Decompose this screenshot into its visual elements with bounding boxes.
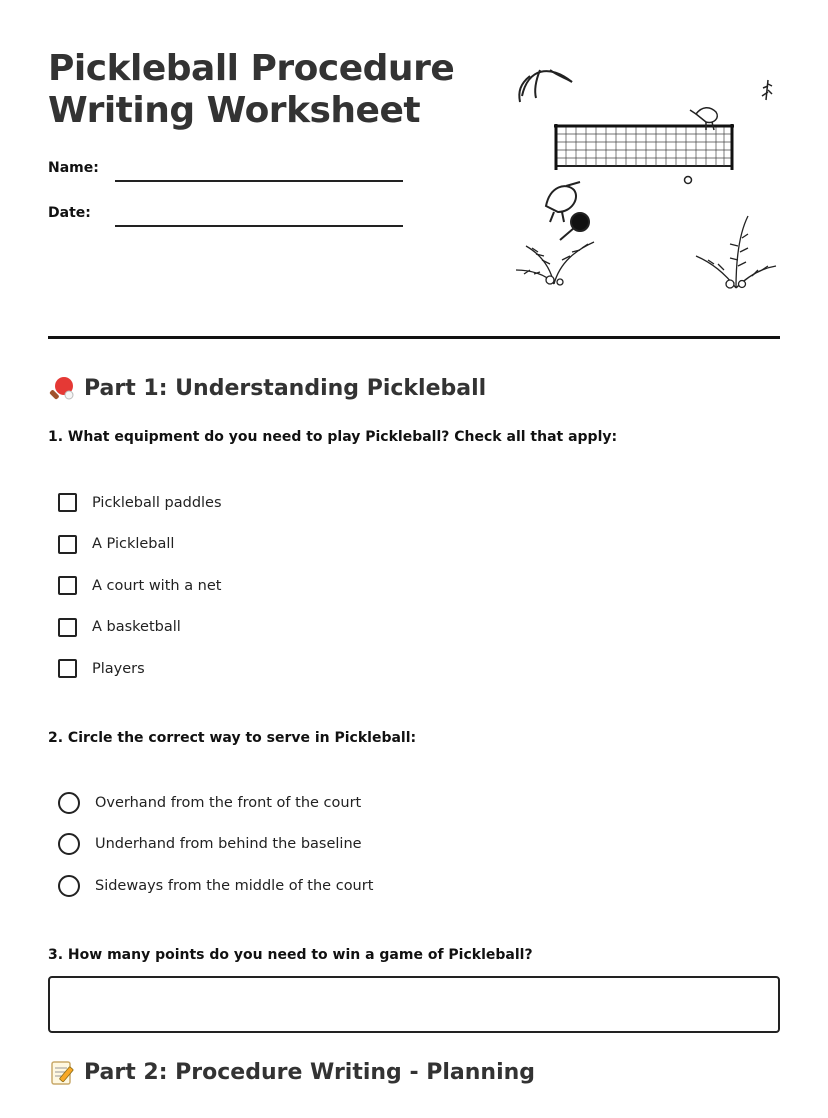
option-label: A basketball	[92, 619, 181, 636]
checkbox-option[interactable]	[58, 524, 222, 566]
flying-bird-icon	[519, 70, 572, 102]
option-label: A court with a net	[92, 577, 222, 594]
checkbox[interactable]	[58, 576, 77, 595]
question-1: 1. What equipment do you need to play Pickleball? Check all that apply:	[48, 429, 618, 445]
checkbox[interactable]	[58, 493, 77, 512]
checkbox-option[interactable]	[58, 607, 222, 649]
radio-circle[interactable]	[58, 875, 80, 897]
ping-pong-paddle-icon	[48, 374, 76, 402]
question-2: 2. Circle the correct way to serve in Pickleball:	[48, 730, 417, 746]
checkbox[interactable]	[58, 618, 77, 637]
radio-circle[interactable]	[58, 792, 80, 814]
date-label: Date:	[48, 205, 91, 221]
header-divider	[48, 336, 780, 339]
date-line[interactable]	[115, 225, 403, 227]
worksheet-header	[48, 48, 778, 328]
radio-circle[interactable]	[58, 833, 80, 855]
right-fern-icon	[696, 216, 776, 288]
radio-option[interactable]	[58, 865, 373, 907]
checkbox-option[interactable]	[58, 648, 222, 690]
name-field[interactable]	[48, 160, 403, 176]
net-icon	[554, 124, 734, 170]
title-line-2: Writing Worksheet	[48, 90, 421, 131]
part1-heading-text: Part 1: Understanding Pickleball	[84, 375, 487, 401]
radio-option[interactable]	[58, 782, 373, 824]
worksheet-title	[48, 48, 468, 132]
part2-heading-text: Part 2: Procedure Writing - Planning	[84, 1059, 536, 1085]
title-line-1: Pickleball Procedure	[48, 48, 455, 89]
checkbox[interactable]	[58, 535, 77, 554]
part1-heading	[48, 374, 486, 402]
pickleball-court-illustration	[510, 56, 780, 320]
checkbox-option[interactable]	[58, 565, 222, 607]
memo-pencil-icon	[48, 1058, 76, 1086]
radio-option[interactable]	[58, 824, 373, 866]
option-label: Players	[92, 660, 145, 677]
option-label: A Pickleball	[92, 536, 175, 553]
serve-options	[58, 782, 373, 907]
option-label: Overhand from the front of the court	[95, 794, 362, 811]
checkbox[interactable]	[58, 659, 77, 678]
option-label: Sideways from the middle of the court	[95, 877, 374, 894]
equipment-checklist	[58, 482, 222, 690]
checkbox-option[interactable]	[58, 482, 222, 524]
question-3: 3. How many points do you need to win a game of Pickleball?	[48, 947, 533, 963]
option-label: Underhand from behind the baseline	[95, 836, 362, 853]
small-ball-icon	[685, 177, 692, 184]
small-fern-icon	[762, 80, 772, 100]
part2-heading	[48, 1058, 535, 1086]
option-label: Pickleball paddles	[92, 494, 222, 511]
left-fern-icon	[516, 242, 594, 285]
date-field[interactable]	[48, 205, 403, 221]
points-answer-box[interactable]	[48, 976, 780, 1033]
name-line[interactable]	[115, 180, 403, 182]
name-label: Name:	[48, 160, 99, 176]
bird-with-paddle-icon	[546, 182, 589, 240]
